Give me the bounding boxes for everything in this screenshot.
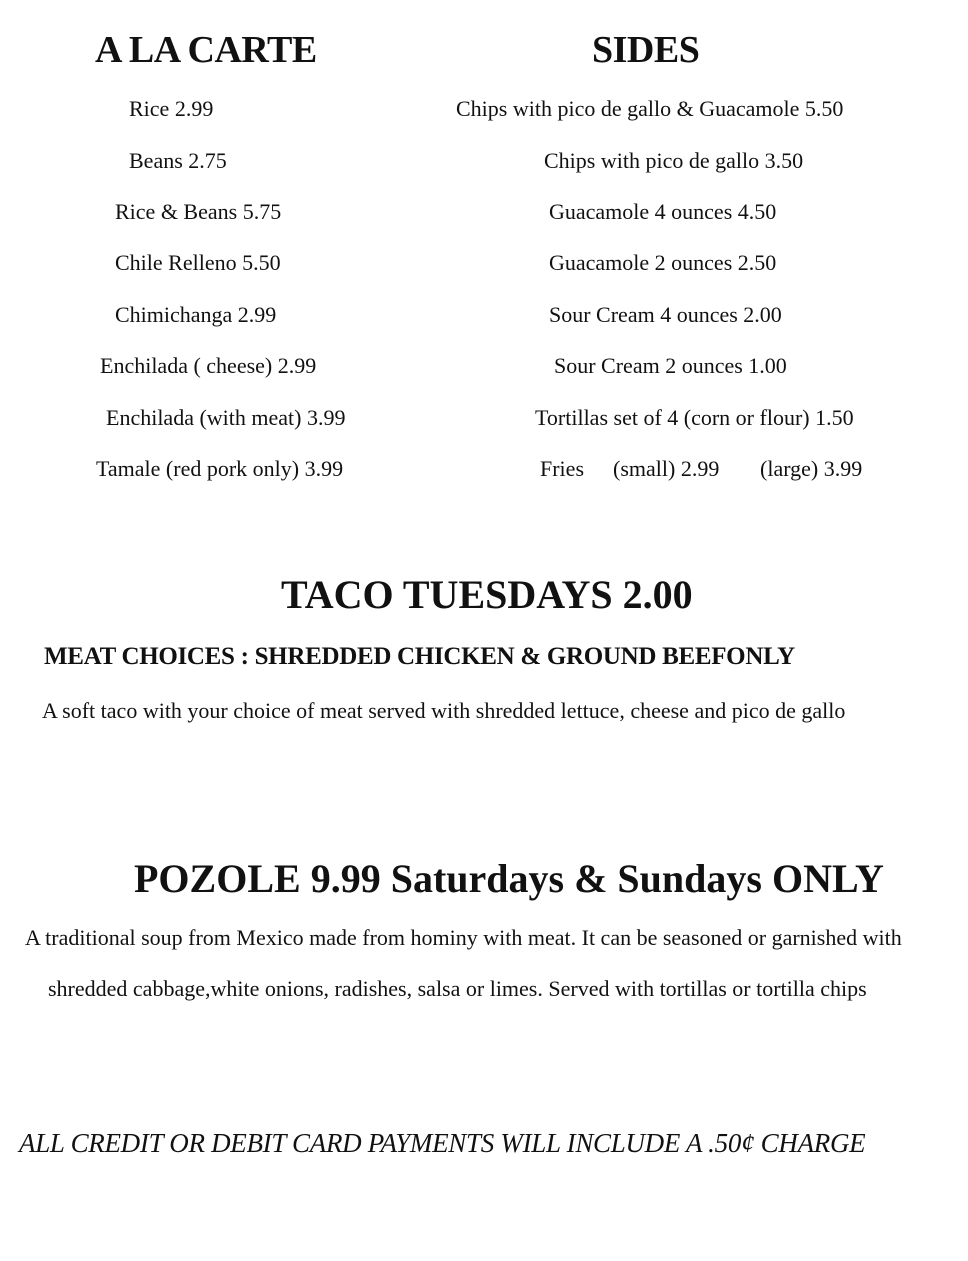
taco-description: A soft taco with your choice of meat served with shredded lettuce, cheese and pico de gallo xyxy=(42,698,846,723)
sides-item-sour-cream-2oz: Sour Cream 2 ounces 1.00 xyxy=(554,353,787,378)
sides-item-tortillas: Tortillas set of 4 (corn or flour) 1.50 xyxy=(535,405,854,430)
a-la-carte-item-chile-relleno: Chile Relleno 5.50 xyxy=(115,250,281,275)
a-la-carte-item-rice-beans: Rice & Beans 5.75 xyxy=(115,199,282,224)
a-la-carte-item-beans: Beans 2.75 xyxy=(129,148,227,173)
sides-item-guac-4oz: Guacamole 4 ounces 4.50 xyxy=(549,199,777,224)
a-la-carte-item-chimichanga: Chimichanga 2.99 xyxy=(115,302,277,327)
sides-item-chips-pico: Chips with pico de gallo 3.50 xyxy=(544,148,804,173)
taco-tuesdays-heading: TACO TUESDAYS 2.00 xyxy=(281,572,693,617)
sides-heading: SIDES xyxy=(592,29,700,71)
pozole-heading: POZOLE 9.99 Saturdays & Sundays ONLY xyxy=(134,856,884,901)
a-la-carte-item-enchilada-meat: Enchilada (with meat) 3.99 xyxy=(106,405,346,430)
sides-item-sour-cream-4oz: Sour Cream 4 ounces 2.00 xyxy=(549,302,782,327)
a-la-carte-item-enchilada-cheese: Enchilada ( cheese) 2.99 xyxy=(100,353,317,378)
sides-item-fries-label: Fries xyxy=(540,456,584,481)
card-charge-notice: ALL CREDIT OR DEBIT CARD PAYMENTS WILL INCLUDE A .50¢ CHARGE xyxy=(19,1128,866,1158)
pozole-description-line2: shredded cabbage,white onions, radishes, salsa or limes. Served with tortillas or tortilla chips xyxy=(48,976,867,1001)
pozole-description-line1: A traditional soup from Mexico made from hominy with meat. It can be seasoned or garnished with xyxy=(25,925,902,950)
sides-item-chips-guac: Chips with pico de gallo & Guacamole 5.50 xyxy=(456,96,844,121)
sides-item-guac-2oz: Guacamole 2 ounces 2.50 xyxy=(549,250,777,275)
sides-item-fries-small: (small) 2.99 xyxy=(613,456,720,481)
a-la-carte-item-rice: Rice 2.99 xyxy=(129,96,214,121)
a-la-carte-item-tamale: Tamale (red pork only) 3.99 xyxy=(96,456,344,481)
sides-item-fries-large: (large) 3.99 xyxy=(760,456,863,481)
a-la-carte-heading: A LA CARTE xyxy=(95,29,317,71)
taco-meat-choices: MEAT CHOICES : SHREDDED CHICKEN & GROUND BEEFONLY xyxy=(44,643,795,670)
